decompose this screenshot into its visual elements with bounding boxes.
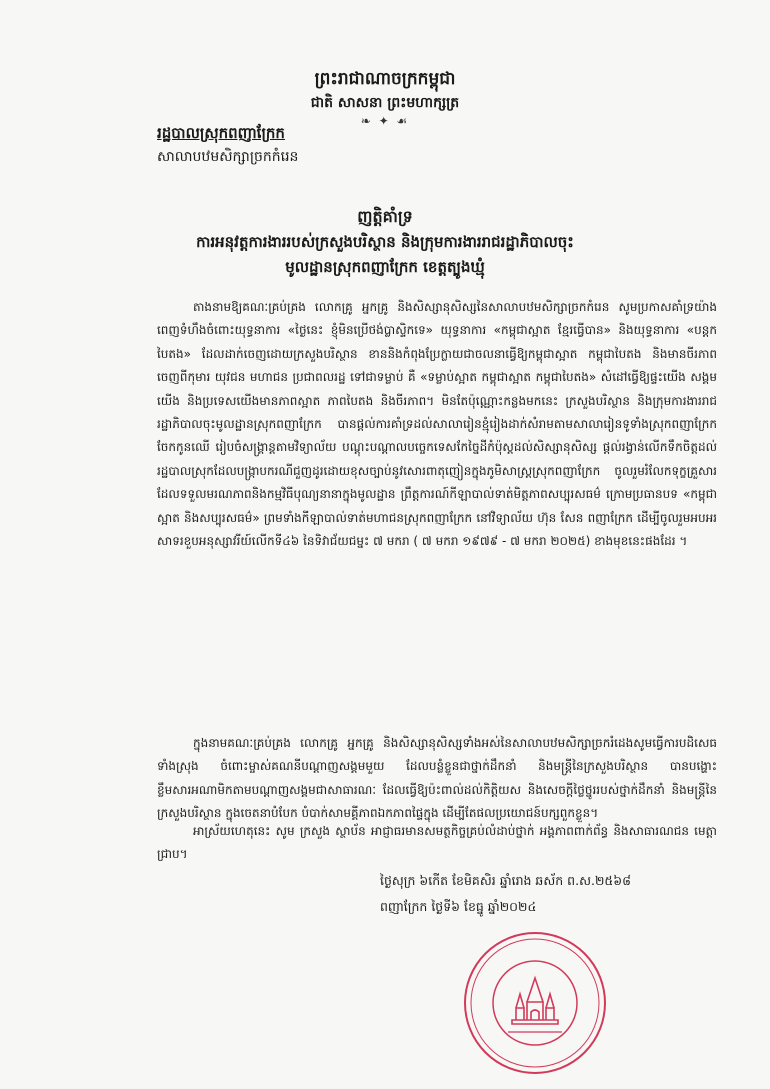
kingdom-title: ព្រះរាជាណាចក្រកម្ពុជា [314,69,456,89]
stamp-middle-ring [471,939,599,1067]
angkor-temple-icon [512,978,558,1024]
body-paragraph-1 [157,296,717,553]
title-subject-line-1: ការអនុវត្តការងាររបស់ក្រសួងបរិស្ថាន និងក្រុមការងាររាជរដ្ឋាភិបាលចុះ [196,233,574,251]
issuing-authority: រដ្ឋបាលស្រុកពញាក្រែក [157,124,285,142]
title-petition: ញត្តិគាំទ្រ [357,207,413,226]
paragraph-text: អាស្រ័យហេតុនេះ សូម ក្រសួង ស្ថាប័ន អាជ្ញាធរមានសមត្ថកិច្ចគ្រប់លំដាប់ថ្នាក់ អង្គភាពពាក់ព័ន្ធ និងសាធារណជន មេត្តាជ្រាប។ [157,824,717,862]
paragraph-text: ក្នុងនាមគណៈគ្រប់គ្រង លោកគ្រូ អ្នកគ្រូ និងសិស្សានុសិស្សទាំងអស់នៃសាលាបឋមសិក្សាច្រករំដេងសូមធ្វើការបដិសេធទាំងស្រុង ចំពោះម្ចាស់គណនីបណ្ដាញសង្គមមួយ ដែលបន្លំខ្លួនជាថ្នាក់ដឹកនាំ និងមន្ត្រីនៃក្រសួងបរិស្ថាន បានបង្ហោះខ្លឹមសារអណាមិកតាមបណ្ដាញសង្គមជាសាធារណៈ ដែលធ្វើឱ្យប៉ះពាល់ដល់កិត្តិយស និងសេចក្តីថ្លៃថ្នូររបស់ថ្នាក់ដឹកនាំ និងមន្ត្រីនៃក្រសួងបរិស្ថាន ក្នុងចេតនាបំបែក បំបាក់សាមគ្គីភាពឯកភាពផ្ទៃក្នុង ដើម្បីតែផលប្រយោជន៍បក្សពួកខ្លួន។ [157,736,717,821]
national-motto: ជាតិ សាសនា ព្រះមហាក្សត្រ [310,95,460,111]
school-name: សាលាបឋមសិក្សាច្រកកំរេន [157,149,299,165]
solar-date: ពញាក្រែក ថ្ងៃទី៦ ខែធ្នូ ឆ្នាំ២០២៤ [380,899,537,914]
ornament-divider: ❧ ✦ ☙ [360,114,410,128]
national-header [0,66,770,128]
title-subject-line-2: មូលដ្ឋានស្រុកពញាក្រែក ខេត្តត្បូងឃ្មុំ [285,258,485,276]
body-paragraph-2 [157,732,717,826]
body-paragraph-3 [157,820,717,867]
paragraph-text: តាងនាមឱ្យគណៈគ្រប់គ្រង លោកគ្រូ អ្នកគ្រូ និងសិស្សានុសិស្សនៃសាលាបឋមសិក្សាច្រកកំរេន សូមប្រកាសគាំទ្រយ៉ាងពេញទំហឹងចំពោះយុទ្ធនាការ «ថ្ងៃនេះ ខ្ញុំមិនប្រើថង់ប្លាស្ទិកទេ» យុទ្ធនាការ «កម្ពុជាស្អាត ខ្មែរធ្វើបាន» និងយុទ្ធនាការ «បន្តកបៃតង» ដែលដាក់ចេញដោយក្រសួងបរិស្ថាន ខាននិងកំពុងប្រែក្លាយជាចលនាធ្វើឱ្យកម្ពុជាស្អាត កម្ពុជាបៃតង និងមានចីរភាព ចេញពីកុមារ យុវជន មហាជន ប្រជាពលរដ្ឋ ទៅជាទម្លាប់ គឺ «ទម្លាប់ស្អាត កម្ពុជាស្អាត កម្ពុជាបៃតង» សំដៅធ្វើឱ្យផ្ទះយើង សង្គមយើង និងប្រទេសយើងមានភាពស្អាត ភាពបៃតង និងចីរភាព។ មិនតែប៉ុណ្ណោះកន្លងមកនេះ ក្រសួងបរិស្ថាន និងក្រុមការងាររាជរដ្ឋាភិបាលចុះមូលដ្ឋានស្រុកពញាក្រែក បានផ្ដល់ការគាំទ្រដល់សាលារៀនខ្មុំរៀងដាក់សំរាមតាមសាលារៀនទូទាំងស្រុកពញាក្រែក ចែកកូនឈើ រៀបចំសង្គ្រាន្តតាមវិទ្យាល័យ បណ្ដុះបណ្ដាលបច្ចេកទេសកែច្នៃដីកំប៉ុស្ដដល់សិស្សានុសិស្ស ផ្ដល់រង្វាន់លើកទឹកចិត្តដល់រដ្ឋបាលស្រុកដែលបង្ក្រាបករណីជួញដូរដោយខុសច្បាប់នូវសោរពាតុញៀនក្នុងភូមិសាស្ត្រស្រុកពញាក្រែក ចូលរួមរំលែកទុក្ខគ្រួសារដែលទទួលមរណភាពនិងកម្មវិធីបុណ្យនានាក្នុងមូលដ្ឋាន ព្រឹត្តការណ៍កីឡាបាល់ទាត់មិត្តភាពសប្បុរសធម៌ ក្រោមប្រធានបទ «កម្ពុជាស្អាត និងសប្បុរសធម៌» ព្រមទាំងកីឡាបាល់ទាត់មហាជនស្រុកពញាក្រែក នៅវិទ្យាល័យ ហ៊ុន សែន ពញាក្រែក ដើម្បីចូលរួមអបអរសាទរខួបអនុស្សាវរីយ៍លើកទី៤៦ នៃទិវាជ័យជម្នះ ៧ មករា ( ៧ មករា ១៩៧៩ - ៧ មករា ២០២៥) ខាងមុខនេះផងដែរ ។ [157,300,717,549]
document-title [0,203,770,280]
issuer-block [157,122,298,170]
lunar-date: ថ្ងៃសុក្រ ៦កើត ខែមិគសិរ ឆ្នាំរោង ឆស័ក ព.ស.២៥៦៨ [380,873,631,888]
stamp-outer-ring [465,933,605,1073]
date-block [380,868,631,920]
school-seal-stamp [460,928,610,1078]
